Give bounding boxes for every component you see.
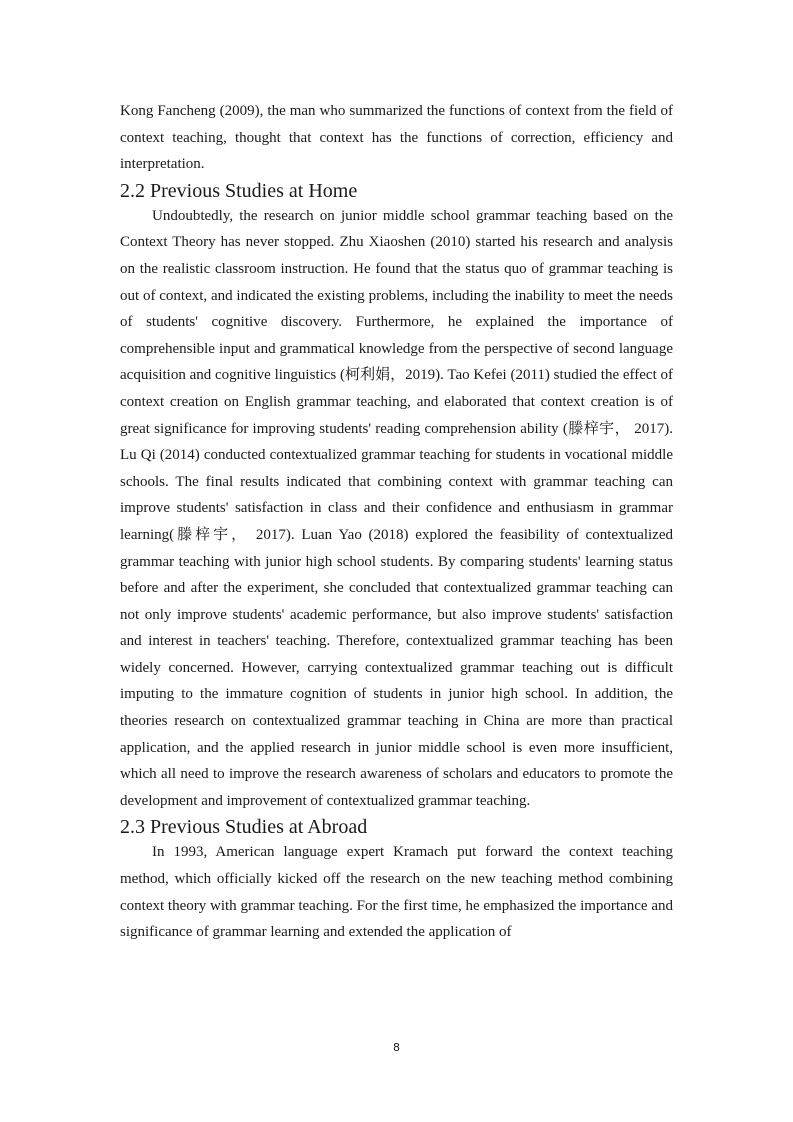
intro-paragraph: Kong Fancheng (2009), the man who summarized the functions of context from the field of context teaching, thought that context has the functions of correction, efficiency and interpretation. [120, 103, 673, 173]
document-page [120, 98, 673, 946]
section-body-home: Undoubtedly, the research on junior middle school grammar teaching based on the Context Theory has never stopped. Zhu Xiaoshen (2010) started his research and analysis on the realistic classroom instruction. He found that the status quo of grammar teaching is out of context, and indicated the existing problems, including the inability to meet the needs of students' cognitive discovery. Furthermore, he explained the importance of comprehensible input and grammatical knowledge from the perspective of second language acquisition and cognitive linguistics (柯利娟，2019). Tao Kefei (2011) studied the effect of context creation on English grammar teaching, and elaborated that context creation is of great significance for improving students' reading comprehension ability (滕梓宇， 2017). Lu Qi (2014) conducted contextualized grammar teaching for students in vocational middle schools. The final results indicated that combining context with grammar teaching can improve students' satisfaction in class and their confidence and enthusiasm in grammar learning(滕梓宇， 2017). Luan Yao (2018) explored the feasibility of contextualized grammar teaching with junior high school students. By comparing students' learning status before and after the experiment, she concluded that contextualized grammar teaching can not only improve students' academic performance, but also improve students' satisfaction and interest in teachers' teaching. Therefore, contextualized grammar teaching has been widely concerned. However, carrying contextualized grammar teaching out is difficult imputing to the immature cognition of students in junior high school. In addition, the theories research on contextualized grammar teaching in China are more than practical application, and the applied research in junior middle school is even more insufficient, which all need to improve the research awareness of scholars and educators to promote the development and improvement of contextualized grammar teaching. [120, 207, 673, 809]
section-body-abroad: In 1993, American language expert Kramach put forward the context teaching method, which officially kicked off the research on the new teaching method combining context theory with grammar teaching. For the first time, he emphasized the importance and significance of grammar learning and extended the application of [120, 844, 673, 941]
page-number: 8 [393, 1041, 400, 1054]
section-heading-home: 2.2 Previous Studies at Home [120, 179, 358, 202]
section-heading-abroad: 2.3 Previous Studies at Abroad [120, 816, 368, 839]
